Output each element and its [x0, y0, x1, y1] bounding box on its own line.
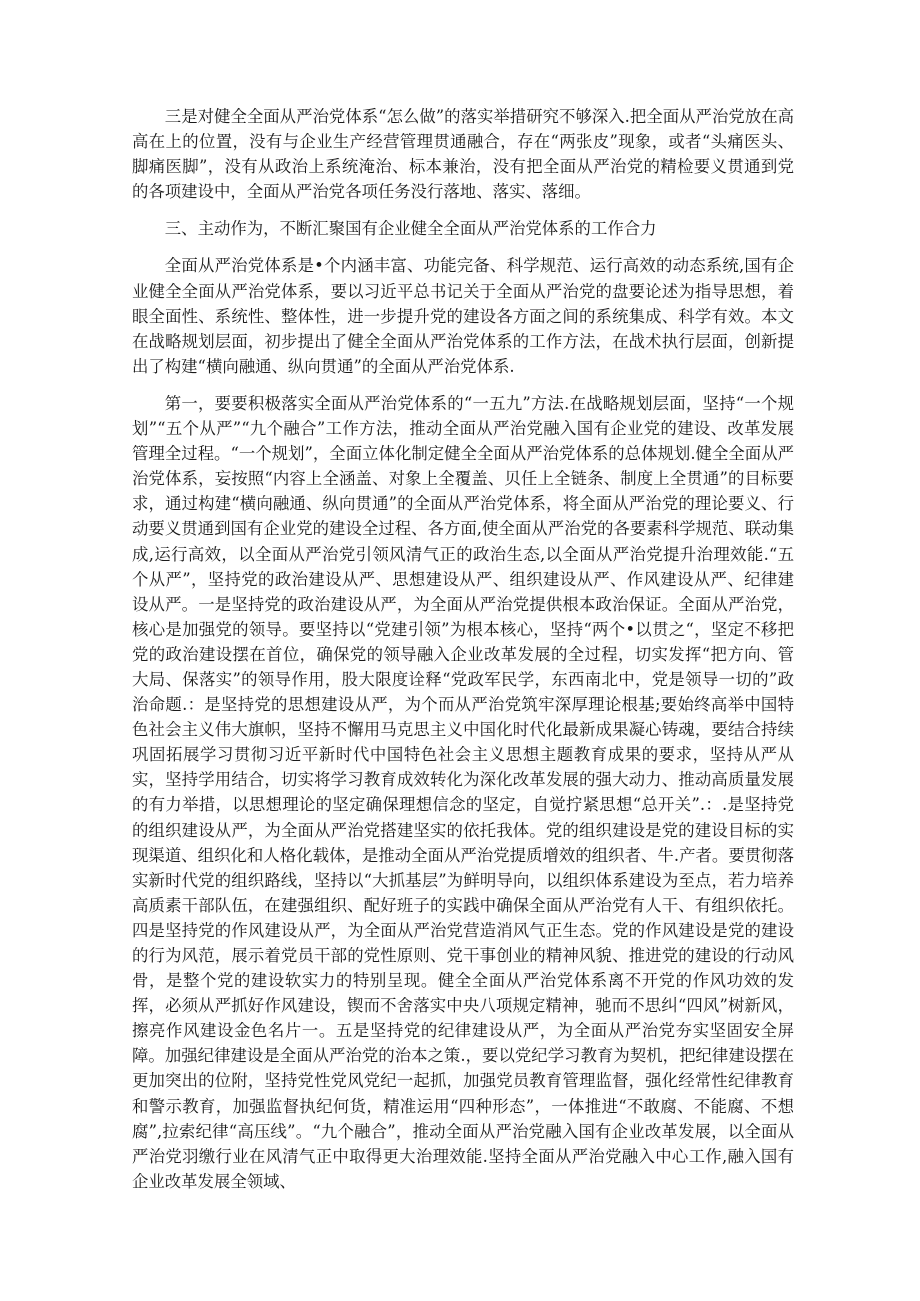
paragraph-method-one-five-nine: 第一，要要积极落实全面从严治党体系的“一五九”方法.在战略规划层面，坚持“一个规划”“五个从严”“九个融合”工作方法，推动全面从严治党融入国有企业党的建设、改革发展管理全过程。“一个规划”，全面立体化制定健全全面从严治党体系的总体规划.健全全面从严治党体系，妄按照“内容上全涵盖、对象上全覆盖、贝任上全链条、制度上全贯通”的目标要求，通过构建“横向融通、纵向贯通”的全面从严治党体系，将全面从严治党的理论要义、行动要义贯通到国有企业党的建设全过程、各方面,使全面从严治党的各要素科学规范、联动集成,运行高效，以全面从严治党引领风清气正的政治生态,以全面从严治党提升治理效能.“五个从严”，坚持党的政治建设从严、思想建设从严、组织建设从严、作风建设从严、纪律建设从严。一是坚持党的政治建设从严，为全面从严治党提供根本政治保证。全面从严治党，核心是加强党的领导。要坚持以“党建引领”为根本核心，坚持“两个•以贯之“，坚定不移把党的政治建设摆在首位，确保党的领导融入企业改革发展的全过程，切实发挥“把方向、管大局、保落实”的领导作用，股大限度诠释“党政军民学，东西南北中，党是领导一切的”政治命题.：是坚持党的思想建设从严，为个而从严治党筑牢深厚理论根基;要始终高举中国特色社会主义伟大旗帜，坚持不懈用马克思主义中国化时代化最新成果凝心铸魂，要结合持续巩固拓展学习贯彻习近平新时代中国特色社会主义思想主题教育成果的要求，坚持从严从实，坚持学用结合，切实将学习教育成效转化为深化改革发展的强大动力、推动高质量发展的有力举措，以思想理论的坚定确保理想信念的坚定，自觉拧紧思想“总开关”.：.是坚持党的组织建设从严，为全面从严治党搭建坚实的依托我体。党的组织建设是党的建设目标的实现渠道、组织化和人格化载体，是推动全面从严治党提质增效的组织者、牛.产者。要贯彻落实新时代党的组织路线，坚持以“大抓基层”为鲜明导向，以组织体系建设为至点，若力培养高质素干部队伍，在建强组织、配好班子的实践中确保全面从严治党有人干、有组织依托。四是坚持党的作风建设从严，为全面从严治党营造消风气正生态。党的作风建设是党的建设的行为风范，展示着党员干部的党性原则、党干事创业的精神风貌、推进党的建设的行动风骨，是整个党的建设软实力的特别呈现。健全全面从严治党体系离不开党的作风功效的发挥，必须从严抓好作风建设，锲而不舍落实中央八项规定精神，驰而不思纠“四风”树新风，擦亮作风建设金色名片一。五是坚持党的纪律建设从严，为全面从严治党夯实坚固安全屏障。加强纪律建设是全面从严治党的治本之策.，要以党纪学习教育为契机，把纪律建设摆在更加突出的位附，坚持党性党风党纪一起抓，加强党员教育管理监督，强化经常性纪律教育和警示教育，加强监督执纪何货，精准运用“四种形态”，一体推进“不敢腐、不能腐、不想腐”,拉索纪律“高压线”。“九个融合”，推动全面从严治党融入国有企业改革发展，以全面从严治党羽缴行业在风清气正中取得更大治理效能.坚持全面从严治党融入中心工作,融入国有企业改革发展全领域、 [132, 393, 794, 1191]
document-body [132, 104, 794, 1206]
paragraph-system-overview: 全面从严治党体系是•个内涵丰富、功能完备、科学规范、运行高效的动态系统,国有企业健全全面从严治党体系，要以习近平总书记关于全面从严治党的盘要论述为指导思想，着眼全面性、系统性、整体性，进一步提升党的建设各方面之间的系统集成、科学有效。本文在战略规划层面，初步提出了健全全面从严治党体系的工作方法，在战术执行层面，创新提出了构建“横向融通、纵向贯通”的全面从严治党体系. [132, 256, 794, 376]
paragraph-problem-three: 三是对健全全面从严治党体系“怎么做”的落实举措研究不够深入.把全面从严治党放在高高在上的位置，没有与企业生产经营管理贯通融合，存在“两张皮”现象，或者“头痛医头、脚痛医脚”，没有从政治上系统淹治、标本兼治，没有把全面从严治党的精检要义贯通到党的各项建设中，全面从严治党各项任务没行落地、落实、落细。 [132, 107, 794, 202]
section-heading-three: 三、主动作为，不断汇聚国有企业健全全面从严治党体系的工作合力 [164, 219, 657, 239]
